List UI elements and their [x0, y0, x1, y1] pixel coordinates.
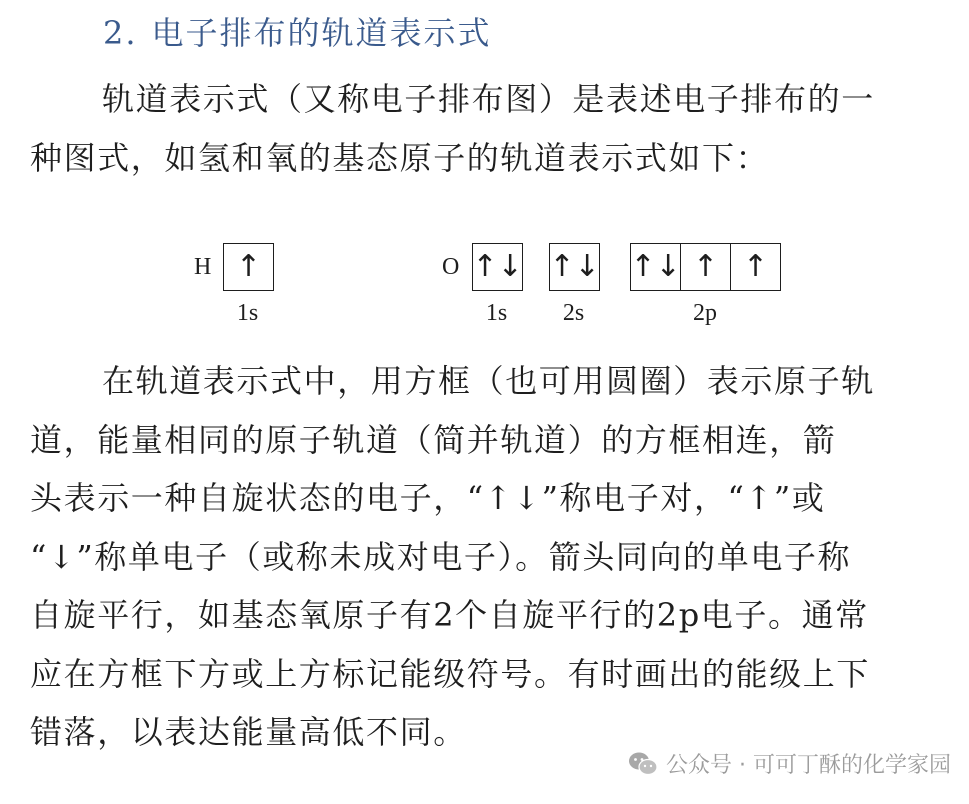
paragraph-line: “↓”称单电子（或称未成对电子）。箭头同向的单电子称 — [30, 537, 852, 576]
section-title: 电子排布的轨道表示式 — [151, 14, 492, 52]
intro-paragraph — [30, 70, 948, 187]
watermark-text: 公众号 · 可可丁酥的化学家园 — [666, 753, 951, 778]
paragraph-line: 轨道表示式（又称电子排布图）是表述电子排布的一 — [102, 80, 875, 118]
oxygen-2s-box — [549, 243, 600, 291]
section-heading — [103, 8, 492, 54]
paragraph-line: 在轨道表示式中，用方框（也可用圆圈）表示原子轨 — [102, 362, 875, 400]
paragraph-line: 应在方框下方或上方标记能级符号。有时画出的能级上下 — [30, 654, 871, 693]
orbital-cell: ↑↓ — [549, 249, 600, 284]
oxygen-2p-box — [630, 243, 781, 291]
oxygen-2p-label: 2p — [693, 300, 717, 326]
oxygen-symbol: O — [442, 254, 460, 280]
paragraph-line: 错落，以表达能量高低不同。 — [30, 713, 467, 751]
orbital-cell: ↑ — [730, 244, 780, 290]
paragraph-line: 道，能量相同的原子轨道（简并轨道）的方框相连，箭 — [30, 420, 837, 459]
wechat-icon — [628, 751, 658, 777]
explanation-paragraph — [30, 352, 948, 762]
hydrogen-1s-box — [223, 243, 274, 291]
oxygen-1s-label: 1s — [485, 300, 508, 326]
paragraph-line: 自旋平行，如基态氧原子有2个自旋平行的2p电子。通常 — [30, 596, 869, 634]
orbital-cell: ↑ — [680, 244, 730, 290]
orbital-cell: ↑↓ — [630, 249, 681, 284]
section-number: 2. — [103, 14, 138, 52]
oxygen-1s-box — [472, 243, 523, 291]
watermark — [628, 748, 951, 779]
oxygen-2s-label: 2s — [562, 300, 585, 326]
paragraph-line: 种图式，如氢和氧的基态原子的轨道表示式如下： — [30, 138, 770, 177]
orbital-cell: ↑↓ — [472, 249, 523, 284]
orbital-cell: ↑ — [235, 249, 262, 284]
paragraph-line: 头表示一种自旋状态的电子，“↑↓”称电子对，“↑”或 — [30, 479, 826, 517]
hydrogen-1s-label: 1s — [236, 300, 259, 326]
hydrogen-symbol: H — [194, 254, 212, 280]
